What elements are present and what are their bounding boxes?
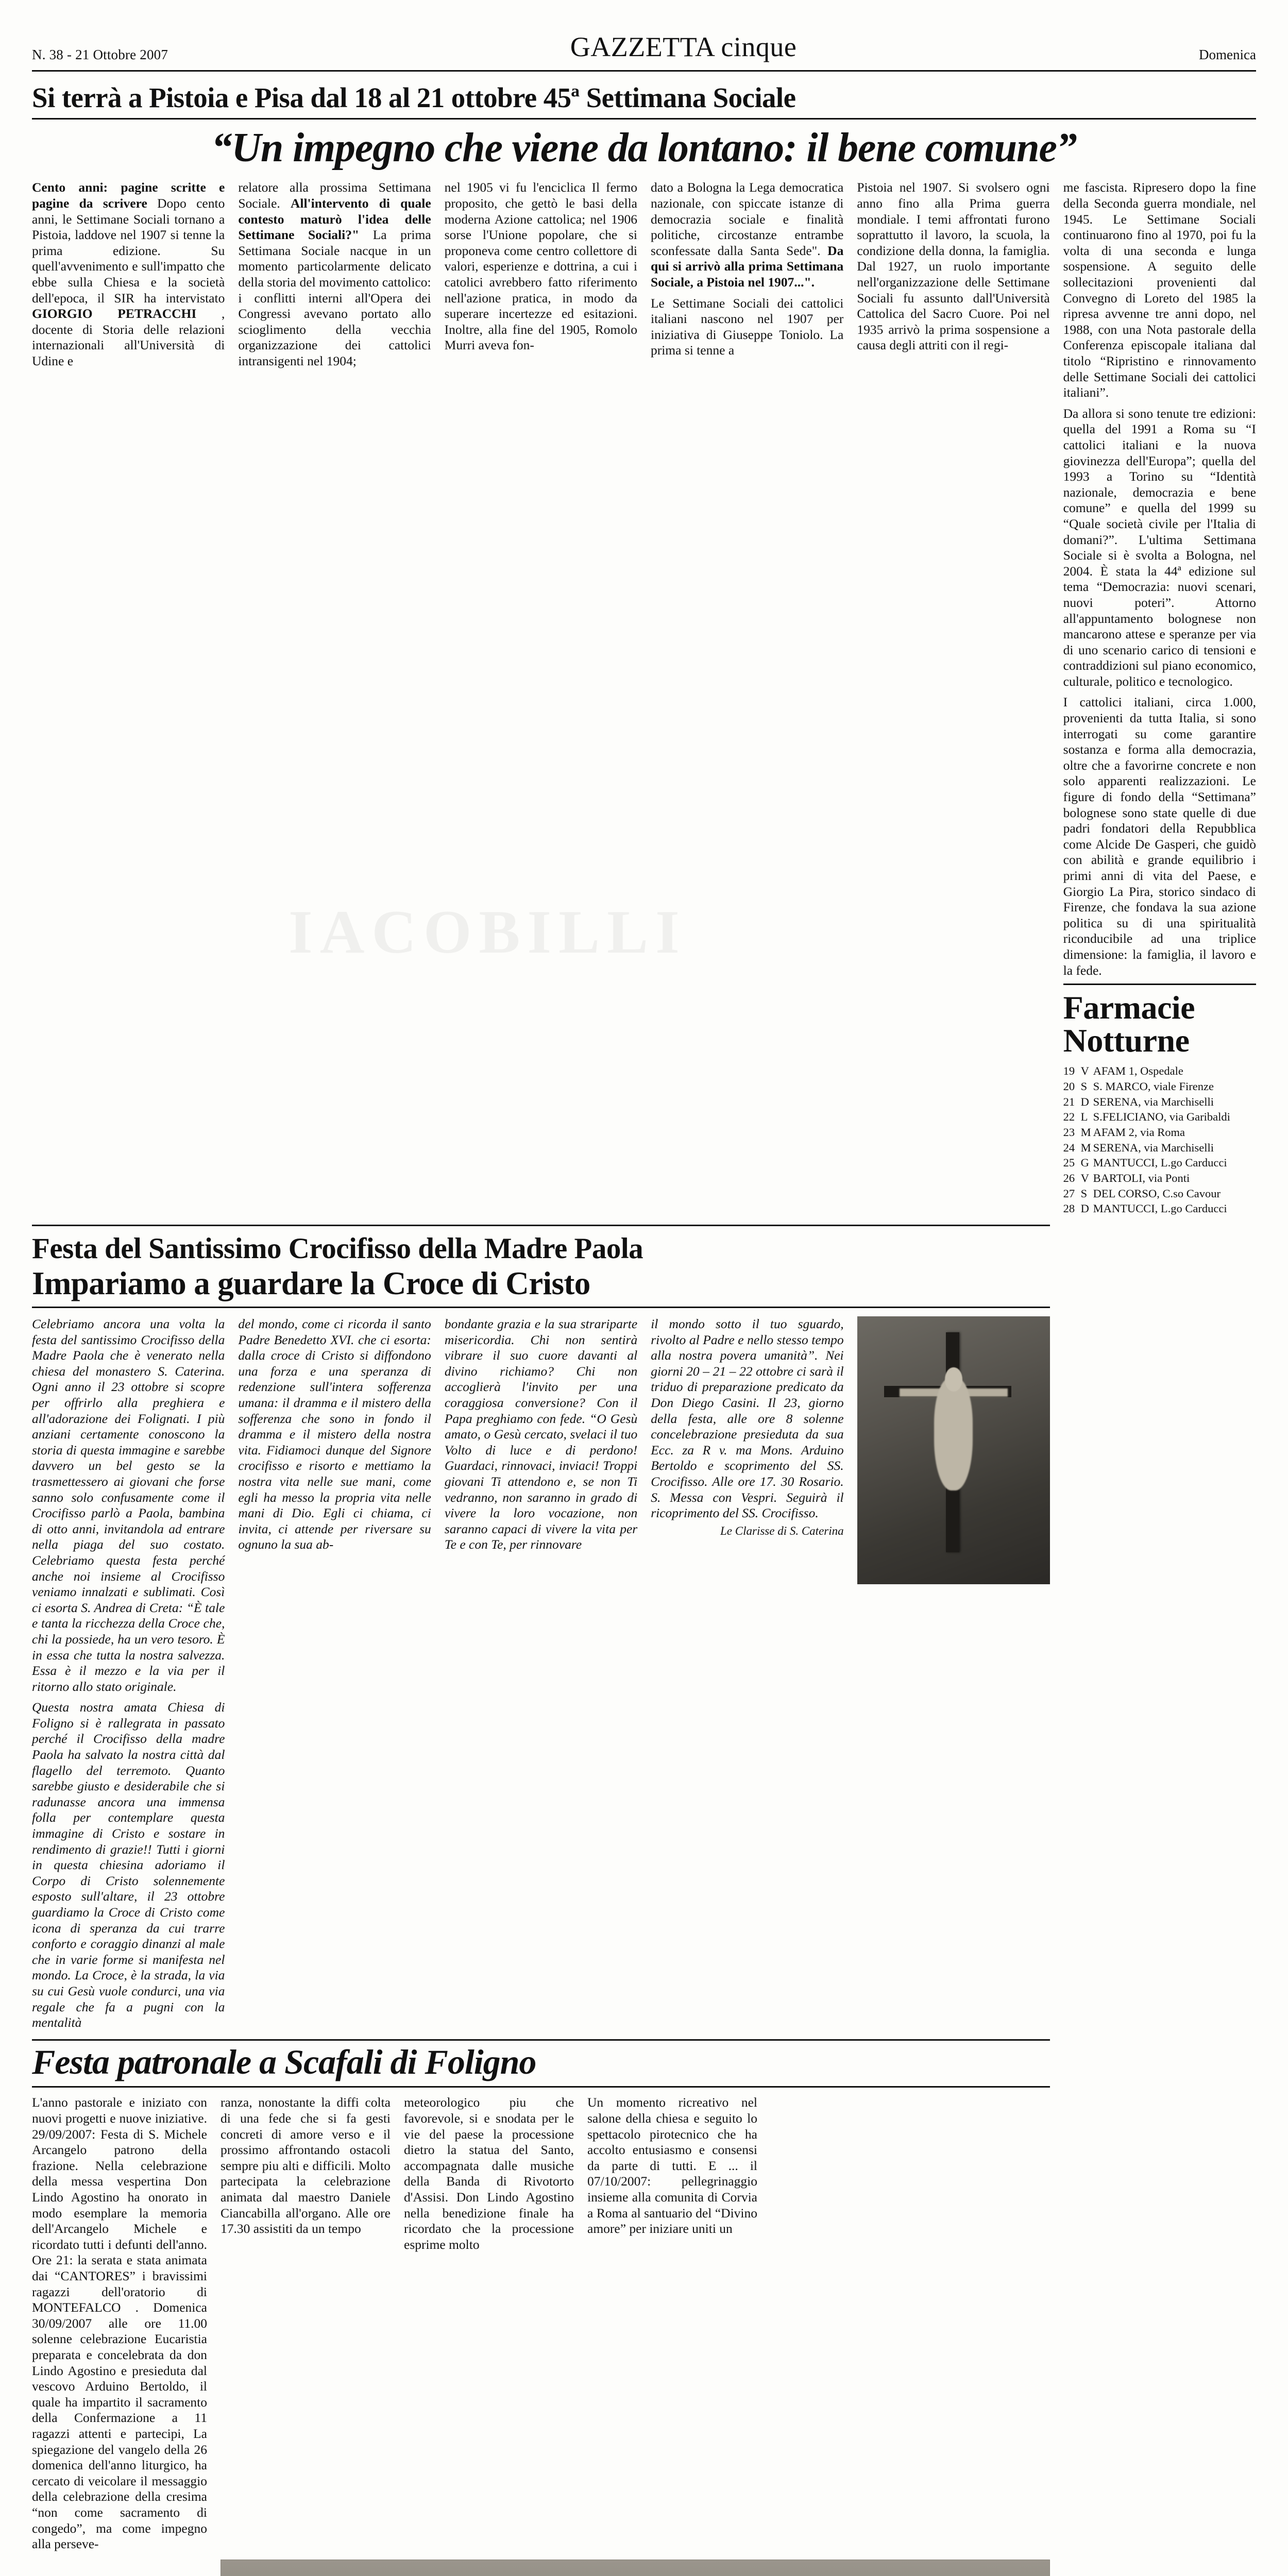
section3-col2: ranza, nonostante la diffi colta di una fede che si fa gesti concreti di amore verso e il prossimo affrontando ostacoli sempre piu alti e difficili. Molto partecipata la celebrazione animata dal maestro Daniele Ciancabilla all'organo. Alle ore 17.30 assistiti da un tempo <box>221 2095 391 2236</box>
farmacie-title-line2: Notturne <box>1063 1022 1190 1059</box>
group-photo <box>221 2560 1050 2576</box>
list-item <box>1063 1063 1256 1079</box>
farmacie-name: S. MARCO, viale Firenze <box>1093 1079 1214 1093</box>
section3-columns <box>32 2095 1050 2552</box>
section3-column-2 <box>221 2095 391 2552</box>
list-item <box>1063 1109 1256 1125</box>
lead-column-4 <box>651 180 843 1216</box>
farmacie-day-number: 27 <box>1063 1187 1075 1200</box>
farmacie-name: SERENA, via Marchiselli <box>1093 1095 1214 1108</box>
logo-gazzetta: GAZZETTA <box>570 31 714 62</box>
list-item <box>1063 1140 1256 1156</box>
farmacie-name: DEL CORSO, C.so Cavour <box>1093 1187 1221 1200</box>
divider <box>32 2039 1050 2041</box>
section3-wrapper <box>32 2039 1050 2576</box>
farmacie-day-number: 21 <box>1063 1095 1075 1108</box>
farmacie-name: S.FELICIANO, via Garibaldi <box>1093 1110 1230 1124</box>
section2-col1-a: Celebriamo ancora una volta la festa del santissimo Crocifisso della Madre Paola che è venerato nella chiesa del monastero S. Caterina. Ogni anno il 23 ottobre si scopre per offrirlo alla preghiera e all'adorazione dei Folignati. I più anziani certamente conoscono la storia di questa immagine e sarebbe davvero un bel gesto se la trasmettessero ai giovani che forse sanno solo confusamente come il Crocifisso parlò a Paola, bambina di otto anni, invitandola ad entrare nella piaga del suo costato. Celebriamo questa festa perché anche noi insieme al Crocifisso veniamo innalzati e sublimati. Così ci esorta S. Andrea di Creta: “È tale e tanta la ricchezza della Croce che, chi la possiede, ha un vero tesoro. È in essa che tutta la nostra salvezza. Essa è il mezzo e la via per il ritorno allo stato originale. <box>32 1316 225 1694</box>
section3-col1: L'anno pastorale e iniziato con nuovi progetti e nuove iniziative. 29/09/2007: Festa di S. Michele Arcangelo patrono della frazione. Nella celebrazione della messa vespertina Don Lindo Agostino ha onorato in modo esemplare la memoria dell'Arcangelo Michele e ricordato tutti i defunti dell'anno. Ore 21: la serata e stata animata dai “CANTORES” i bravissimi ragazzi dell'oratorio di MONTEFALCO . Domenica 30/09/2007 alle ore 11.00 solenne celebrazione Eucaristia preparata e concelebrata da don Lindo Agostino e presieduta dal vescovo Arduino Bertoldo, il quale ha impartito il sacramento della Confermazione a 11 ragazzi attenti e partecipi, La spiegazione del vangelo della 26 domenica dell'anno liturgico, ha cercato di veicolare il messaggio della celebrazione della cresima “non come sacramento di congedo”, ma come impegno alla perseve- <box>32 2095 207 2552</box>
christ-body <box>934 1378 973 1490</box>
lead-col6-text-c: I cattolici italiani, circa 1.000, provenienti da tutta Italia, si sono interrogati su come garantire sostanza e forma alla democrazia, oltre che a favorirne concrete e non solo apparenti realizzazioni. Le figure di fondo della “Settimana” bolognese sono state quelle di due padri fondatori della Repubblica come Alcide De Gasperi, che guidò con abilità e grande equilibrio i primi anni di vita del Paese, e Giorgio La Pira, storico sindaco di Firenze, che fondava la sua azione politica su di una spiritualità riconducibile ad una triplice dimensione: la famiglia, il lavoro e la fede. <box>1063 694 1256 978</box>
section2-col3: bondante grazia e la sua strariparte misericordia. Chi non sentirà vibrare il suo cuore davanti al divino richiamo? Chi non accoglierà l'invito per una coraggiosa conversione? Con il Papa preghiamo con fede. “O Gesù amato, o Gesù cercato, svelaci il tuo Volto di luce e di perdono! Guardaci, rinnovaci, inviaci! Troppi giovani Ti attendono e, se non Ti vedranno, non saranno in grado di vivere la loro vocazione, non saranno capaci di vivere la vita per Te e con Te, per rinnovare <box>444 1316 638 1552</box>
lead-col2-text: La prima Settimana Sociale nacque in un momento particolarmente delicato della storia del movimento cattolico: i conflitti interni all'Opera dei Congressi avevano portato allo scioglimento della vecchia organizzazione dei cattolici intransigenti nel 1904; <box>238 227 431 369</box>
section2-title: Impariamo a guardare la Croce di Cristo <box>32 1266 1050 1308</box>
newspaper-logo <box>570 31 797 63</box>
farmacie-day-number: 26 <box>1063 1171 1075 1184</box>
farmacie-list <box>1063 1063 1256 1216</box>
lead-col6-text-a: me fascista. Ripresero dopo la fine della Seconda guerra mondiale, nel 1945. Le Settimane Sociali continuarono fino al 1970, poi fu la volta di una seconda e lunga sospensione. A seguito delle sollecitazioni provenienti dal Convegno di Loreto del 1985 la ripresa avvenne tre anni dopo, nel 1988, con una Nota pastorale della Conferenza episcopale italiana dal titolo “Ripristino e rinnovamento delle Settimane Sociali dei cattolici italiani”. <box>1063 180 1256 400</box>
lead-col6-text-b: Da allora si sono tenute tre edizioni: quella del 1991 a Roma su “I cattolici italiani e la nuova giovinezza dell'Europa”; quella del 1993 a Torino su “Identità nazionale, democrazia e bene comune” e quella del 1999 su “Quale società civile per l'Italia di domani?”. L'ultima Settimana Sociale si è svolta a Bologna, nel 2004. È stata la 44ª edizione sul tema “Democrazia: nuovi scenari, nuovi poteri”. Attorno all'appuntamento bolognese non mancarono attese e speranze per via di uno scenario carico di tensioni e contraddizioni sul piano economico, culturale, politico e tecnologico. <box>1063 405 1256 689</box>
lead-col1-lead-in: Cento anni: pagine scritte e pagine da scrivere <box>32 180 225 211</box>
farmacie-name: MANTUCCI, L.go Carducci <box>1093 1202 1227 1215</box>
masthead <box>32 31 1256 72</box>
section2-columns <box>32 1316 1050 2031</box>
section3-title: Festa patronale a Scafali di Foligno <box>32 2044 1050 2088</box>
lead-columns <box>32 180 1256 1216</box>
farmacie-name: BARTOLI, via Ponti <box>1093 1171 1190 1184</box>
farmacie-name: AFAM 1, Ospedale <box>1093 1064 1183 1078</box>
farmacie-title <box>1063 984 1256 1057</box>
farmacie-day-number: 25 <box>1063 1156 1075 1170</box>
lead-col2-question: All'intervento di quale contesto maturò l'idea delle Settimane Sociali?" <box>238 196 431 243</box>
lead-col4-text-b: Le Settimane Sociali dei cattolici italiani nascono nel 1907 per iniziativa di Giuseppe Toniolo. La prima si tenne a <box>650 295 844 358</box>
farmacie-weekday: L <box>1080 1110 1088 1124</box>
weekday-label: Domenica <box>1199 47 1256 62</box>
farmacie-day-number: 23 <box>1063 1125 1075 1139</box>
farmacie-day-number: 24 <box>1063 1141 1075 1154</box>
farmacie-weekday: G <box>1080 1156 1089 1170</box>
farmacie-day-number: 22 <box>1063 1110 1075 1124</box>
lead-column-6 <box>1063 180 1256 1216</box>
farmacie-day-number: 20 <box>1063 1079 1075 1093</box>
list-item <box>1063 1079 1256 1094</box>
lead-col2-head: relatore alla prossima Settimana Sociale. <box>238 180 431 211</box>
section2-column-1 <box>32 1316 225 2031</box>
lead-col4-question: Da qui si arrivò alla prima Settimana Sociale, a Pistoia nel 1907...". <box>650 243 844 290</box>
christ-head <box>945 1367 962 1392</box>
list-item <box>1063 1171 1256 1186</box>
list-item <box>1063 1186 1256 1201</box>
lead-col3-text: nel 1905 vi fu l'enciclica Il fermo proposito, che gettò le basi della moderna Azione cattolica; nel 1906 sorse l'Unione popolare, che si proponeva come centro collettore di valori, esperienze e dottrina, a cui i catolici avrebbero fatto riferimento nell'azione pratica, in modo da superare incertezze ed esitazioni. Inoltre, alla fine del 1905, Romolo Murri aveva fon- <box>444 180 637 353</box>
list-item <box>1063 1155 1256 1171</box>
farmacie-weekday: D <box>1080 1202 1089 1215</box>
list-item <box>1063 1094 1256 1110</box>
lead-column-1 <box>32 180 225 1216</box>
section2-column-3 <box>445 1316 637 2031</box>
section2-col1-b: Questa nostra amata Chiesa di Foligno si è rallegrata in passato perché il Crocifisso della madre Paola ha salvato la nostra città dal flagello del terremoto. Quanto sarebbe giusto e desiderabile che si radunasse ancora una immensa folla per contemplare questa immagine di Cristo e sostare in rendimento di grazie!! Tutti i giorni in questa chiesina adoriamo il Corpo di Cristo solennemente esposto sull'altare, il 23 ottobre guardiamo la Croce di Cristo come icona di speranza da cui trarre conforto e coraggio dinanzi al male che in varie forme si manifesta nel mondo. La Croce, è la strada, la via su cui Gesù vuole condurci, una via regale che fa a pugni con la mentalità <box>32 1700 225 2030</box>
section3-column-4 <box>587 2095 757 2552</box>
logo-cinque: cinque <box>721 31 797 62</box>
lead-col4-text-a: dato a Bologna la Lega democratica nazionale, con spiccate istanze di democrazia sociale e finalità politiche, circostanze entrambe sconfessate dalla Santa Sede". <box>650 180 844 258</box>
farmacie-weekday: V <box>1080 1064 1089 1078</box>
farmacie-name: SERENA, via Marchiselli <box>1093 1141 1214 1154</box>
section2-col4: il mondo sotto il tuo sguardo, rivolto al Padre e nello stesso tempo alla nostra povera umanità”. Nei giorni 20 – 21 – 22 ottobre ci sarà il triduo di preparazione predicato da Don Diego Casini. Il 23, giorno della festa, alle ore 8 solenne concelebrazione presieduta da sua Ecc. za R v. ma Mons. Arduino Bertoldo e scoprimento del SS. Crocifisso. Alle ore 17. 30 Rosario. S. Messa con Vespri. Seguirà il ricoprimento del SS. Crocifisso. <box>651 1316 844 1521</box>
farmacie-weekday: M <box>1080 1141 1091 1154</box>
lead-column-3 <box>445 180 637 1216</box>
section3-photo-holder <box>221 2560 1050 2576</box>
watermark: IACOBILLI <box>289 897 687 966</box>
section2-image-column <box>857 1316 1050 2031</box>
farmacie-title-line1: Farmacie <box>1063 989 1195 1026</box>
section3-photo-row <box>32 2560 1050 2576</box>
lead-col5-text: Pistoia nel 1907. Si svolsero ogni anno fino alla Prima guerra mondiale. I temi affrontati furono soprattutto il lavoro, la scuola, la condizione della donna, la famiglia. Dal 1927, un ruolo importante nell'organizzazione delle Settimane Sociali fu assunto dall'Università Cattolica del Sacro Cuore. Poi nel 1935 arrivò la prima sospensione a causa degli attriti con il regi- <box>857 180 1050 353</box>
lead-title: “Un impegno che viene da lontano: il bene comune” <box>211 125 1077 171</box>
issue-number: N. 38 - 21 Ottobre 2007 <box>32 47 168 62</box>
farmacie-name: MANTUCCI, L.go Carducci <box>1093 1156 1227 1170</box>
farmacie-weekday: S <box>1080 1187 1088 1200</box>
farmacie-name: AFAM 2, via Roma <box>1093 1125 1185 1139</box>
section3-col4: Un momento ricreativo nel salone della chiesa e seguito lo spettacolo pirotecnico che ha accolto entusiasmo e consensi da parte di tutti. E ... il 07/10/2007: pellegrinaggio insieme alla comunita di Corvia a Roma al santuario del “Divino amore” per iniziare uniti un <box>587 2095 757 2236</box>
lead-column-2 <box>238 180 431 1216</box>
section2-wrapper <box>32 1225 1050 2031</box>
section3-column-1 <box>32 2095 207 2552</box>
list-item <box>1063 1125 1256 1140</box>
section2-column-4 <box>651 1316 843 2031</box>
section3-col3: meteorologico piu che favorevole, si e snodata per le vie del paese la processione dietro la statua del Santo, accompagnata dalle musiche della Banda di Rivotorto d'Assisi. Don Lindo Agostino nella benedizione finale ha ricordato che la processione esprime molto <box>404 2095 574 2252</box>
lead-col1-interviewee: GIORGIO PETRACCHI <box>32 306 197 321</box>
lead-col1-text: Dopo cento anni, le Settimane Sociali tornano a Pistoia, laddove nel 1907 si tenne la prima edizione. Su quell'avvenimento e sull'impatto che ebbe sulla Chiesa e la società dell'epoca, il SIR ha intervistato <box>32 196 225 306</box>
farmacie-day-number: 28 <box>1063 1202 1075 1215</box>
lead-col1-tail: , docente di Storia delle relazioni internazionali all'Università di Udine e <box>32 306 225 369</box>
farmacie-weekday: M <box>1080 1125 1091 1139</box>
farmacie-weekday: V <box>1080 1171 1089 1184</box>
section2-column-2 <box>238 1316 431 2031</box>
farmacie-weekday: S <box>1080 1079 1088 1093</box>
divider <box>32 1225 1050 1226</box>
lead-kicker: Si terrà a Pistoia e Pisa dal 18 al 21 ottobre 45ª Settimana Sociale <box>32 83 1256 120</box>
section2-overline: Festa del Santissimo Crocifisso della Madre Paola <box>32 1232 643 1265</box>
crucifix-photo <box>857 1316 1050 1584</box>
section2-caption: Le Clarisse di S. Caterina <box>720 1524 844 1537</box>
lead-column-5 <box>857 180 1049 1216</box>
farmacie-day-number: 19 <box>1063 1064 1075 1078</box>
farmacie-weekday: D <box>1080 1095 1089 1108</box>
list-item <box>1063 1201 1256 1216</box>
section2-col2: del mondo, come ci ricorda il santo Padre Benedetto XVI. che ci esorta: dalla croce di Cristo si diffondono una forza e una speranza di redenzione sull'intera sofferenza umana: il dramma e il mistero della sofferenza che sono in fondo il dramma e il mistero della nostra vita. Fidiamoci dunque del Signore crocifisso e risorto e mettiamo la nostra vita nelle sue mani, come egli ha messo la propria vita nelle mani di Dio. Egli ci chiama, ci invita, ci attende per riversare su ognuno la sua ab- <box>238 1316 431 1552</box>
section3-column-3 <box>404 2095 574 2552</box>
section3-photo-spacer <box>32 2560 207 2576</box>
